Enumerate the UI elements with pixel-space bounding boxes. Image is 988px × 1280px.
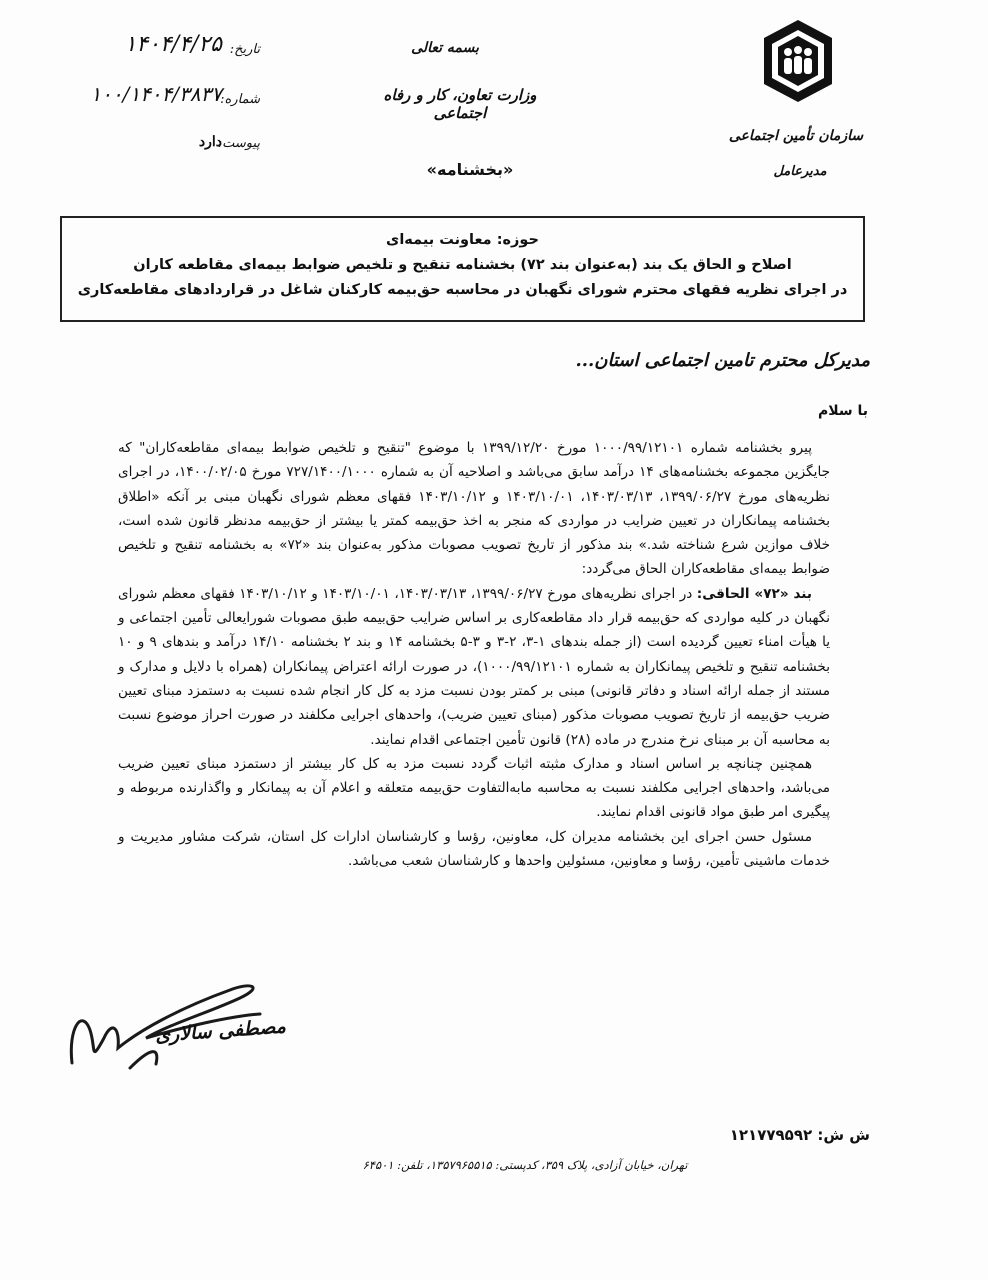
body-paragraph-3: همچنین چنانچه بر اساس اسناد و مدارک مثبته اثبات گردد نسبت مزد به کل کار بیشتر از دستمزد مبنای تعیین ضریب می‌باشد، واحدهای اجرایی مکلفند نسبت به محاسبه مابه‌التفاوت حق‌بیمه متعلقه و اعلام آن به پیمانکار و واگذارنده مربوطه و پیگیری امر طبق مواد قانونی اقدام نمایند.: [118, 755, 830, 821]
body-paragraph-4: مسئول حسن اجرای این بخشنامه مدیران کل، معاونین، رؤسا و کارشناسان ادارات کل استان، شرکت مشاور مدیریت و خدمات ماشینی تأمین، رؤسا و معاونین، مسئولین واحدها و کارشناسان شعب می‌باشد.: [118, 828, 830, 870]
body-paragraph-2: [118, 582, 830, 752]
tracking-number: ش ش: ۱۲۱۷۷۹۵۹۲: [729, 1126, 870, 1144]
footer-address: تهران، خیابان آزادی، پلاک ۳۵۹، کدپستی: ۱۳۵۷۹۶۵۵۱۵، تلفن: ۶۴۵۰۱: [362, 1158, 688, 1172]
addressee: مدیرکل محترم تامین اجتماعی استان...: [575, 350, 870, 371]
invocation: بسمه تعالی: [411, 40, 479, 56]
number-label: شماره:: [220, 92, 260, 107]
organization-name: سازمان تأمین اجتماعی: [728, 128, 864, 144]
subject-domain: حوزه: معاونت بیمه‌ای: [386, 232, 539, 248]
organization-role: مدیرعامل: [773, 164, 827, 179]
date-value: ۱۴۰۴/۴/۲۵: [124, 32, 222, 57]
subject-line-1: اصلاح و الحاق یک بند (به‌عنوان بند ۷۲) بخشنامه تنقیح و تلخیص ضوابط بیمه‌ای مقاطعه کاران: [133, 257, 792, 273]
letter-body: [118, 436, 830, 873]
ministry-name: وزارت تعاون، کار و رفاه اجتماعی: [383, 86, 537, 122]
body-paragraph-1: پیرو بخشنامه شماره ۱۰۰۰/۹۹/۱۲۱۰۱ مورخ ۱۳۹۹/۱۲/۲۰ با موضوع "تنقیح و تلخیص ضوابط بیمه‌ای مقاطعه‌کاران" که جایگزین مجموعه بخشنامه‌های ۱۴ درآمد سابق می‌باشد و اصلاحیه آن به شماره ۷۲۷/۱۴۰۰/۱۰۰۰ مورخ ۱۴۰۰/۰۲/۰۵، در اجرای نظریه‌های مورخ ۱۳۹۹/۰۶/۲۷، ۱۴۰۳/۰۳/۱۳، ۱۴۰۳/۱۰/۰۱ و ۱۴۰۳/۱۰/۱۲ فقهای معظم شورای نگهبان مبنی بر آنکه «اطلاق بخشنامه پیمانکاران در تعیین ضرایب در مواردی که منجر به اخذ حق‌بیمه کمتر یا بیشتر از حق‌بیمه مدنظر قانون شده است، خلاف موازین شرع شناخته شد.» بند مذکور از تاریخ تصویب مصوبات مذکور به‌عنوان بند «۷۲» به بخشنامه تنقیح و تلخیص ضوابط بیمه‌ای مقاطعه‌کاران الحاق می‌گردد:: [118, 440, 830, 578]
document-type: «بخشنامه»: [426, 160, 514, 179]
clause-title: بند «۷۲» الحاقی:: [696, 585, 812, 602]
subject-box: [60, 216, 865, 322]
date-label: تاریخ:: [229, 42, 260, 57]
clause-text: در اجرای نظریه‌های مورخ ۱۳۹۹/۰۶/۲۷، ۱۴۰۳/۰۳/۱۳، ۱۴۰۳/۱۰/۰۱ و ۱۴۰۳/۱۰/۱۲ فقهای معظم شورای نگهبان در کلیه مواردی که حق‌بیمه قرار داد مقاطعه‌کاری بر اساس ضرایب حق‌بیمه طبق مصوبات شورایعالی تأمین اجتماعی و یا هیأت امناء تعیین گردیده است (از جمله بندهای ۱-۳، ۲-۳ و ۳-۵ بخشنامه ۱۴ و بند ۲ بخشنامه ۱۴/۱۰ درآمد و بندهای ۹ و ۱۰ بخشنامه تنقیح و تلخیص پیمانکاران به شماره ۱۰۰۰/۹۹/۱۲۱۰۱)، در صورت ارائه اعتراض پیمانکاران (همراه با دلایل و مدارک و مستند از جمله ارائه اسناد و دفاتر قانونی) مبنی بر کمتر بودن نسبت مزد به کل کار انجام شده نسبت به دستمزد مبنای تعیین ضریب حق‌بیمه از تاریخ تصویب مصوبات مذکور (مبنای تعیین ضریب)، واحدهای اجرایی مکلفند در صورت احراز موضوع نسبت به محاسبه آن بر مبنای نرخ مندرج در ماده (۲۸) قانون تأمین اجتماعی اقدام نمایند.: [118, 585, 830, 748]
social-security-logo-icon: [758, 18, 838, 104]
attachment-value: دارد: [198, 134, 222, 150]
attachment-label: پیوست:: [217, 136, 260, 151]
number-value: ۱۰۰/۱۴۰۴/۳۸۳۷: [90, 82, 222, 106]
subject-line-2: در اجرای نظریه فقهای محترم شورای نگهبان در محاسبه حق‌بیمه کارکنان شاغل در قراردادهای مقاطعه‌کاری: [77, 282, 848, 298]
greeting: با سلام: [817, 403, 868, 419]
signer-name: مصطفی سالاری: [154, 1015, 287, 1047]
